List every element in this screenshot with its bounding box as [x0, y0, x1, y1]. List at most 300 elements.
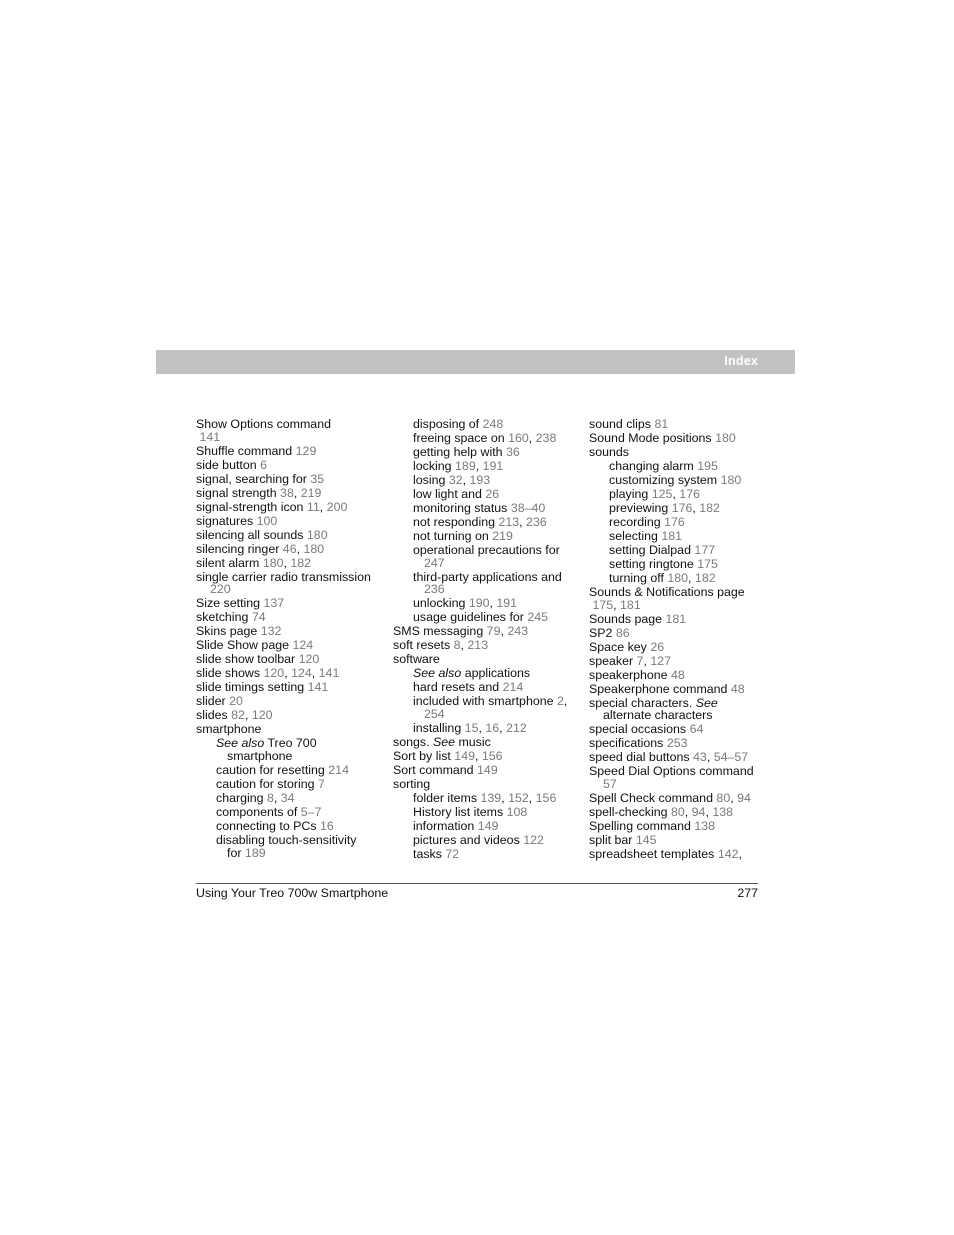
- page-ref[interactable]: 213: [498, 514, 520, 529]
- page-separator: ,: [244, 708, 252, 723]
- page-ref[interactable]: 57: [603, 777, 617, 792]
- page-ref[interactable]: 64: [689, 722, 704, 737]
- entry-term: operational precautions for: [413, 542, 560, 557]
- page-ref[interactable]: 120: [263, 666, 285, 681]
- page-separator: ,: [499, 721, 507, 736]
- page-separator: ,: [489, 596, 497, 611]
- page-ref[interactable]: 43: [693, 750, 707, 765]
- entry-term: unlocking: [413, 596, 466, 611]
- page-separator: ,: [692, 500, 700, 515]
- index-entry: [393, 625, 573, 638]
- footer-book-title: Using Your Treo 700w Smartphone: [196, 886, 389, 900]
- page-ref[interactable]: 236: [526, 514, 547, 529]
- page-ref[interactable]: 82: [231, 708, 245, 723]
- index-entry: [589, 474, 769, 487]
- index-entry: [393, 474, 573, 487]
- entry-term: getting help with: [413, 444, 503, 459]
- index-entry: [196, 764, 374, 777]
- index-entry: [196, 543, 374, 556]
- page-ref[interactable]: 152: [508, 791, 529, 806]
- page-separator: ,: [528, 430, 536, 445]
- cross-reference: music: [458, 735, 491, 750]
- page-ref[interactable]: 149: [454, 749, 475, 764]
- index-column-2: [393, 418, 573, 862]
- page-ref[interactable]: 32: [448, 472, 463, 487]
- page-ref[interactable]: 142: [717, 846, 739, 861]
- page-ref[interactable]: 156: [481, 749, 503, 764]
- entry-term: smartphone: [196, 722, 262, 737]
- entry-term: split bar: [589, 832, 633, 847]
- page-ref[interactable]: 120: [298, 652, 320, 667]
- page-ref[interactable]: 141: [199, 429, 221, 444]
- index-entry: [393, 750, 573, 763]
- entry-term: speed dial buttons: [589, 750, 690, 765]
- index-entry: [589, 446, 769, 459]
- entry-term: locking: [413, 458, 452, 473]
- entry-term: soft resets: [393, 638, 451, 653]
- index-entry: [196, 418, 374, 444]
- page-separator: ,: [738, 846, 742, 861]
- page-ref[interactable]: 180: [262, 555, 284, 570]
- page-ref[interactable]: 247: [424, 555, 445, 570]
- page-ref[interactable]: 213: [467, 638, 489, 653]
- index-entry: [393, 432, 573, 445]
- index-entry: [393, 502, 573, 515]
- entry-term: Slide Show page: [196, 638, 289, 653]
- page-ref[interactable]: 124: [291, 666, 312, 681]
- index-entry: [589, 683, 769, 696]
- page-ref[interactable]: 141: [307, 680, 329, 695]
- entry-term: Sort command: [393, 763, 474, 778]
- page-ref[interactable]: 181: [665, 611, 687, 626]
- page-ref[interactable]: 176: [671, 500, 693, 515]
- see-also-label: See also: [216, 736, 265, 751]
- page-ref[interactable]: 141: [318, 666, 340, 681]
- page-ref[interactable]: 94: [737, 791, 751, 806]
- entry-term: sketching: [196, 610, 249, 625]
- entry-term: special occasions: [589, 722, 687, 737]
- page-ref[interactable]: 214: [502, 680, 524, 695]
- page-separator: ,: [311, 666, 319, 681]
- page-ref[interactable]: 138: [712, 805, 734, 819]
- entry-term: folder items: [413, 791, 478, 806]
- page-ref[interactable]: 181: [661, 528, 683, 543]
- index-entry: [589, 655, 769, 668]
- index-column-3: [589, 418, 769, 862]
- index-entry: [393, 681, 573, 694]
- page-ref[interactable]: 38–40: [510, 500, 546, 515]
- page-ref[interactable]: 182: [290, 555, 312, 570]
- index-entry: [589, 751, 769, 764]
- page-separator: ,: [519, 514, 527, 529]
- page-ref[interactable]: 48: [671, 667, 685, 682]
- page-ref[interactable]: 108: [506, 805, 528, 819]
- entry-term: slide show toolbar: [196, 652, 296, 667]
- index-entry: [393, 848, 573, 861]
- index-entry: [196, 459, 374, 472]
- page-ref[interactable]: 7: [317, 777, 325, 792]
- index-entry: [196, 792, 374, 805]
- index-entry: [589, 488, 769, 501]
- entry-term: SP2: [589, 625, 613, 640]
- entry-term: single carrier radio transmission: [196, 569, 371, 584]
- page-separator: ,: [500, 624, 508, 639]
- page-ref[interactable]: 160: [508, 430, 529, 445]
- page-ref[interactable]: 191: [482, 458, 504, 473]
- entry-term: Space key: [589, 639, 647, 654]
- entry-term: sound clips: [589, 417, 651, 431]
- page-separator: ,: [672, 486, 680, 501]
- index-entry: [393, 722, 573, 735]
- page-separator: ,: [460, 638, 468, 653]
- entry-term: connecting to PCs: [216, 818, 317, 833]
- page-ref[interactable]: 8: [266, 791, 274, 806]
- index-entry: [393, 667, 573, 680]
- page-ref[interactable]: 120: [251, 708, 273, 723]
- page-ref[interactable]: 20: [229, 694, 243, 709]
- page-ref[interactable]: 129: [295, 443, 317, 458]
- page-ref[interactable]: 220: [210, 582, 231, 597]
- page-ref[interactable]: 236: [424, 582, 445, 597]
- page-ref[interactable]: 176: [664, 514, 685, 529]
- entry-term: Spell Check command: [589, 791, 713, 806]
- entry-term: setting Dialpad: [609, 542, 691, 557]
- page-ref[interactable]: 54–57: [713, 750, 749, 765]
- entry-term: silent alarm: [196, 555, 260, 570]
- entry-term: installing: [413, 721, 462, 736]
- page-ref[interactable]: 34: [280, 791, 295, 806]
- index-entry: [589, 723, 769, 736]
- page-ref[interactable]: 16: [320, 818, 334, 833]
- page-ref[interactable]: 189: [455, 458, 476, 473]
- footer-divider: [196, 883, 758, 884]
- entry-term: slides: [196, 708, 228, 723]
- entry-term: disabling touch-sensitivity for: [216, 832, 357, 860]
- index-entry: [196, 515, 374, 528]
- entry-term: hard resets and: [413, 680, 500, 695]
- page-ref[interactable]: 180: [720, 472, 742, 487]
- index-entry: [196, 639, 374, 652]
- entry-term: silencing all sounds: [196, 527, 304, 542]
- index-entry: [196, 611, 374, 624]
- entry-term: applications: [464, 666, 531, 681]
- index-entry: [393, 418, 573, 431]
- index-entry: [589, 544, 769, 557]
- index-entry: [589, 820, 769, 833]
- entry-term: tasks: [413, 846, 442, 861]
- index-entry: [589, 432, 769, 445]
- page-ref[interactable]: 219: [492, 528, 513, 543]
- page-separator: ,: [475, 458, 483, 473]
- index-entry: [393, 597, 573, 610]
- page-ref[interactable]: 254: [424, 707, 445, 722]
- entry-term: SMS messaging: [393, 624, 484, 639]
- index-entry: [196, 597, 374, 610]
- page-ref[interactable]: 145: [635, 832, 657, 847]
- index-entry: [196, 625, 374, 638]
- page-ref[interactable]: 81: [654, 417, 669, 431]
- entry-term: Speakerphone command: [589, 681, 728, 696]
- page-ref[interactable]: 6: [260, 457, 267, 472]
- entry-term: signatures: [196, 513, 254, 528]
- entry-term: signal strength: [196, 485, 277, 500]
- entry-term: monitoring status: [413, 500, 508, 515]
- entry-term: signal-strength icon: [196, 499, 304, 514]
- page-ref[interactable]: 191: [496, 596, 518, 611]
- page-ref[interactable]: 7: [636, 653, 644, 668]
- page-ref[interactable]: 248: [482, 417, 504, 431]
- index-entry: [393, 834, 573, 847]
- page-separator: ,: [613, 597, 621, 612]
- page-ref[interactable]: 125: [651, 486, 673, 501]
- index-entry: [196, 834, 374, 860]
- entry-term: turning off: [609, 570, 664, 585]
- page-separator: ,: [296, 541, 304, 556]
- index-entry: [589, 460, 769, 473]
- page-separator: ,: [284, 666, 292, 681]
- page-ref[interactable]: 175: [592, 597, 614, 612]
- page-separator: ,: [705, 805, 713, 819]
- page-ref[interactable]: 195: [697, 458, 718, 473]
- page-ref[interactable]: 182: [699, 500, 720, 515]
- index-entry: [196, 709, 374, 722]
- index-entry: [589, 530, 769, 543]
- footer-page-number: 277: [737, 886, 758, 900]
- entry-term: usage guidelines for: [413, 610, 524, 625]
- entry-term: Show Options command: [196, 417, 331, 431]
- page-ref[interactable]: 2: [556, 694, 564, 709]
- page-separator: ,: [293, 485, 301, 500]
- entry-term: software: [393, 652, 440, 667]
- page-ref[interactable]: 139: [480, 791, 502, 806]
- entry-term: playing: [609, 486, 649, 501]
- index-entry: [589, 586, 769, 612]
- index-entry: [393, 806, 573, 819]
- section-header-bar: [156, 350, 795, 374]
- page-ref[interactable]: 180: [303, 541, 325, 556]
- page-separator: ,: [319, 499, 327, 514]
- entry-term: Sound Mode positions: [589, 430, 712, 445]
- entry-term: signal, searching for: [196, 471, 307, 486]
- index-entry: [393, 653, 573, 666]
- see-label: See: [695, 695, 718, 710]
- index-entry: [393, 736, 573, 749]
- page-ref[interactable]: 181: [620, 597, 641, 612]
- index-column-1: [196, 418, 374, 861]
- index-entry: [589, 516, 769, 529]
- entry-term: slider: [196, 694, 226, 709]
- entry-term: changing alarm: [609, 458, 694, 473]
- page-ref[interactable]: 175: [697, 556, 718, 571]
- entry-term: not responding: [413, 514, 495, 529]
- entry-term: Skins page: [196, 624, 258, 639]
- index-entry: [393, 695, 573, 721]
- page-ref[interactable]: 156: [535, 791, 557, 806]
- page-separator: ,: [706, 750, 714, 765]
- page-ref[interactable]: 124: [292, 638, 314, 653]
- entry-term: Sort by list: [393, 749, 451, 764]
- entry-term: sounds: [589, 444, 629, 459]
- page-ref[interactable]: 243: [507, 624, 529, 639]
- page-ref[interactable]: 189: [244, 845, 266, 860]
- page-separator: ,: [643, 653, 651, 668]
- index-entry: [393, 778, 573, 791]
- page-ref[interactable]: 11: [306, 499, 320, 514]
- page-separator: ,: [688, 570, 695, 585]
- page-ref[interactable]: 74: [251, 610, 266, 625]
- index-entry: [393, 820, 573, 833]
- index-entry: [196, 737, 374, 763]
- entry-term: components of: [216, 805, 298, 819]
- index-entry: [196, 571, 374, 597]
- page-separator: ,: [684, 805, 692, 819]
- entry-term: spell-checking: [589, 805, 668, 819]
- page-ref[interactable]: 100: [256, 513, 278, 528]
- index-entry: [196, 695, 374, 708]
- page-separator: ,: [563, 694, 568, 709]
- page-ref[interactable]: 253: [666, 736, 688, 751]
- index-entry: [196, 806, 374, 819]
- index-entry: [196, 681, 374, 694]
- page-separator: ,: [273, 791, 281, 806]
- page-ref[interactable]: 35: [310, 471, 325, 486]
- page-ref[interactable]: 36: [506, 444, 520, 459]
- page-separator: ,: [474, 749, 482, 764]
- page-ref[interactable]: 72: [445, 846, 460, 861]
- page-ref[interactable]: 238: [535, 430, 557, 445]
- entry-term: not turning on: [413, 528, 489, 543]
- page-ref[interactable]: 86: [615, 625, 630, 640]
- entry-term: slide shows: [196, 666, 261, 681]
- page-ref[interactable]: 180: [667, 570, 689, 585]
- page-ref[interactable]: 212: [506, 721, 527, 736]
- page-ref[interactable]: 180: [306, 527, 328, 542]
- index-entry: [589, 558, 769, 571]
- index-entry: [196, 653, 374, 666]
- page-ref[interactable]: 38: [280, 485, 294, 500]
- entry-term: History list items: [413, 805, 504, 819]
- page-ref[interactable]: 182: [694, 570, 716, 585]
- index-entry: [393, 516, 573, 529]
- entry-term: pictures and videos: [413, 832, 520, 847]
- entry-term: Size setting: [196, 596, 261, 611]
- entry-term: third-party applications and: [413, 569, 562, 584]
- entry-term: selecting: [609, 528, 658, 543]
- entry-term: caution for resetting: [216, 763, 325, 778]
- entry-term: caution for storing: [216, 777, 315, 792]
- index-entry: [589, 834, 769, 847]
- page-ref[interactable]: 149: [477, 818, 499, 833]
- page-ref[interactable]: 219: [300, 485, 322, 500]
- entry-term: previewing: [609, 500, 669, 515]
- page-separator: ,: [283, 555, 291, 570]
- entry-term: spreadsheet templates: [589, 846, 715, 861]
- page-ref[interactable]: 16: [485, 721, 500, 736]
- index-entry: [196, 473, 374, 486]
- entry-term: speakerphone: [589, 667, 668, 682]
- entry-term: low light and: [413, 486, 482, 501]
- cross-reference: alternate characters: [603, 708, 713, 723]
- page-ref[interactable]: 127: [650, 653, 672, 668]
- index-entry: [589, 669, 769, 682]
- index-entry: [393, 792, 573, 805]
- entry-term: sorting: [393, 777, 431, 792]
- page-ref[interactable]: 46: [282, 541, 297, 556]
- index-entry: [196, 723, 374, 736]
- entry-term: Spelling command: [589, 818, 691, 833]
- index-entry: [589, 792, 769, 805]
- page-ref[interactable]: 177: [694, 542, 716, 557]
- entry-term: specifications: [589, 736, 664, 751]
- page-ref[interactable]: 15: [464, 721, 479, 736]
- index-entry: [393, 544, 573, 570]
- index-entry: [393, 611, 573, 624]
- entry-term: Speed Dial Options command: [589, 764, 754, 779]
- entry-term: losing: [413, 472, 446, 487]
- page-ref[interactable]: 180: [715, 430, 736, 445]
- page-ref[interactable]: 5–7: [300, 805, 322, 819]
- entry-term: charging: [216, 791, 264, 806]
- page-ref[interactable]: 26: [650, 639, 665, 654]
- page-ref[interactable]: 245: [527, 610, 549, 625]
- page-ref[interactable]: 193: [469, 472, 491, 487]
- page-ref[interactable]: 132: [260, 624, 282, 639]
- page-ref[interactable]: 80: [670, 805, 685, 819]
- page-ref[interactable]: 8: [453, 638, 461, 653]
- page-ref[interactable]: 149: [477, 763, 498, 778]
- index-entry: [393, 446, 573, 459]
- index-entry: [589, 848, 769, 861]
- index-entry: [196, 529, 374, 542]
- entry-term: Sounds page: [589, 611, 663, 626]
- page-ref[interactable]: 137: [263, 596, 285, 611]
- see-also-label: See also: [413, 666, 462, 681]
- page-separator: ,: [478, 721, 486, 736]
- page-ref[interactable]: 79: [486, 624, 501, 639]
- page-ref[interactable]: 138: [694, 818, 716, 833]
- index-entry: [196, 778, 374, 791]
- page-ref[interactable]: 200: [326, 499, 348, 514]
- page-ref[interactable]: 94: [691, 805, 706, 819]
- entry-term: setting ringtone: [609, 556, 694, 571]
- index-entry: [589, 806, 769, 819]
- section-title: Index: [724, 354, 758, 368]
- entry-term: customizing system: [609, 472, 718, 487]
- page-ref[interactable]: 48: [730, 681, 745, 696]
- index-entry: [196, 557, 374, 570]
- page-ref[interactable]: 122: [523, 832, 544, 847]
- index-entry: [589, 641, 769, 654]
- entry-term: Shuffle command: [196, 443, 293, 458]
- page-ref[interactable]: 190: [468, 596, 490, 611]
- entry-term: included with smartphone: [413, 694, 554, 709]
- page-ref[interactable]: 214: [328, 763, 349, 778]
- page-ref[interactable]: 80: [716, 791, 731, 806]
- entry-term: side button: [196, 457, 257, 472]
- index-entry: [196, 667, 374, 680]
- page-ref[interactable]: 26: [485, 486, 500, 501]
- page-separator: ,: [501, 791, 509, 806]
- entry-term: Treo 700 smartphone: [227, 736, 317, 764]
- page-separator: ,: [528, 791, 536, 806]
- index-entry: [393, 764, 573, 777]
- index-entry: [589, 613, 769, 626]
- page-ref[interactable]: 176: [679, 486, 700, 501]
- see-label: See: [432, 735, 456, 750]
- page-separator: ,: [730, 791, 738, 806]
- index-entry: [589, 697, 769, 723]
- index-entry: [196, 820, 374, 833]
